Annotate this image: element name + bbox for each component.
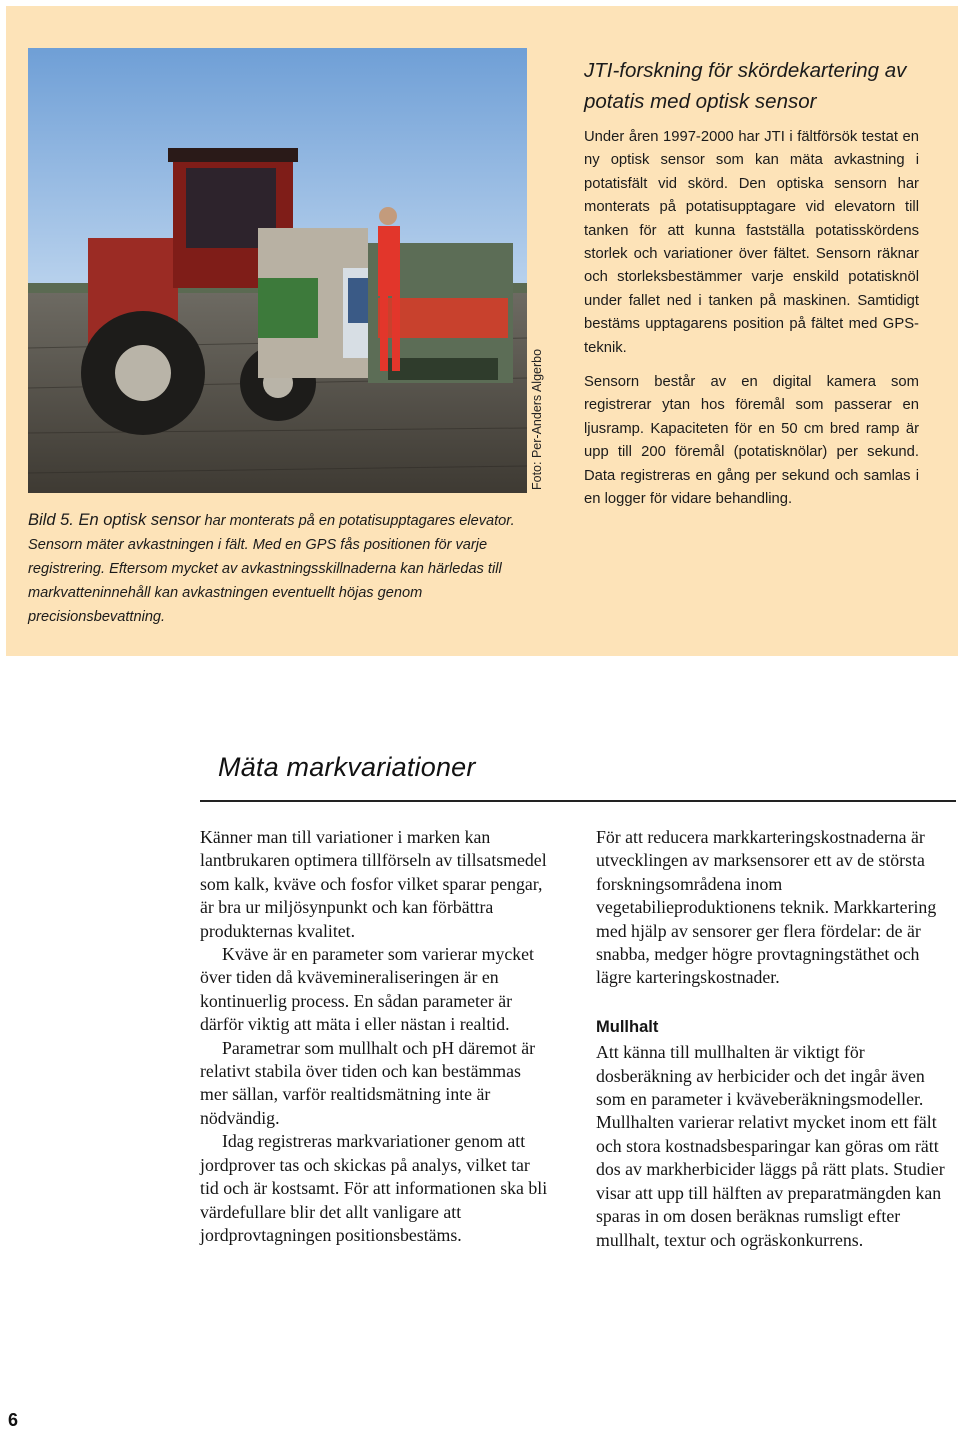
- tractor-harvester-photo: [28, 48, 527, 493]
- infobox-paragraph: Under åren 1997-2000 har JTI i fältförsök testat en ny optisk sensor som kan mäta avkastning i potatisfält vid skörd. Den optiska sensorn har monterats på potatisupptagare vid elevatorn till tanken för att kunna fastställa potatisskördens storlek och variationer över fältet. Sensorn räknar och storleksbestämmer varje enskild potatisknöl under fallet ned i tanken på maskinen. Samtidigt bestäms upptagarens position på fältet med GPS-teknik.: [584, 129, 919, 356]
- caption-lead: Bild 5. En optisk sensor: [28, 511, 201, 529]
- photo-credit: Foto: Per-Anders Algerbo: [530, 348, 544, 490]
- right-column: [596, 826, 956, 1252]
- subheading-mullhalt: Mullhalt: [596, 1017, 659, 1036]
- body-paragraph: Parametrar som mullhalt och pH däremot är relativt stabila över tiden och kan bestämmas mer sällan, varför realtidsmätning inte är nödvändig.: [200, 1037, 536, 1128]
- infobox-body: [584, 126, 919, 523]
- heading-rule: [200, 800, 956, 802]
- page-number: 6: [8, 1410, 19, 1430]
- section-heading: Mäta markvariationer: [218, 752, 476, 782]
- caption-text: har monterats på en potatisupptagares elevator. Sensorn mäter avkastningen i fält. Med en GPS fås positionen för varje registrering. Eftersom mycket av avkastningsskillnaderna kan härledas till markvatteninnehåll kan avkastningen eventuellt höjas genom precisionsbevattning.: [28, 513, 515, 625]
- left-column: [200, 826, 552, 1247]
- body-paragraph: Idag registreras markvariationer genom att jordprover tas och skickas på analys, vilket tar tid och är kostsamt. För att informationen ska bli värdefullare blir det allt vanligare att jordprovtagningen positionsbestäms.: [200, 1131, 548, 1245]
- infobox-paragraph: Sensorn består av en digital kamera som registrerar ytan hos föremål som passerar en ljusramp. Kapaciteten för en 50 cm bred ramp är upp till 200 föremål (potatisknölar) per sekund. Data registreras en gång per sekund och samlas i en logger för vidare behandling.: [584, 374, 919, 508]
- infobox-title: JTI-forskning för skördekartering av potatis med optisk sensor: [584, 59, 907, 113]
- body-paragraph: Kväve är en parameter som varierar mycket över tiden då kvävemineraliseringen är en kontinuerlig process. En sådan parameter är därför viktig att mäta i eller nästan i realtid.: [200, 944, 534, 1035]
- photo-caption: [28, 508, 528, 629]
- body-paragraph: Känner man till variationer i marken kan lantbrukaren optimera tillförseln av tillsatsmedel som kalk, kväve och fosfor vilket sparar pengar, är bra ur miljösynpunkt och kan förbättra produkternas kvalitet.: [200, 827, 547, 941]
- body-paragraph: För att reducera markkarteringskostnaderna är utvecklingen av marksensorer ett av de största forskningsområdena inom vegetabilieproduktionens teknik. Markkartering med hjälp av sensorer ger flera fördelar: de är snabba, medger högre provtagningstäthet och lägre karteringskostnader.: [596, 827, 937, 988]
- body-paragraph: Att känna till mullhalten är viktigt för dosberäkning av herbicider och det ingår även som en parameter i kväveberäkningsmodeller. Mullhalten varierar relativt mycket inom ett fält och stora kostnadsbesparingar kan göras om rätt dos av markherbicider läggs på rätt plats. Studier visar att upp till hälften av preparatmängden kan sparas in om dosen beräknas rumsligt efter mullhalt, textur och ogräskonkurrens.: [596, 1042, 945, 1250]
